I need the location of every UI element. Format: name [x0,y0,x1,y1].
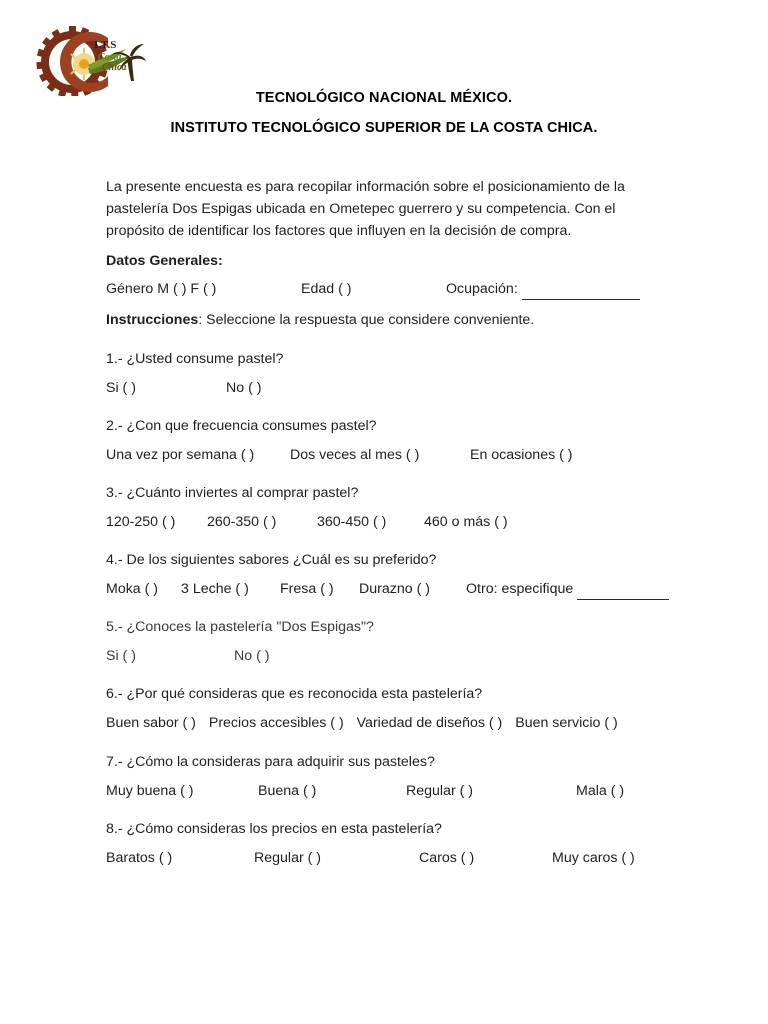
option-buen-sabor[interactable]: Buen sabor ( ) [106,715,196,731]
option-no[interactable]: No ( ) [226,380,262,396]
option-muy-buena[interactable]: Muy buena ( ) [106,783,194,799]
question-3 [106,482,662,532]
question-1 [106,348,662,398]
question-5-options [106,645,662,666]
option-dos-veces-al-mes[interactable]: Dos veces al mes ( ) [290,447,420,463]
question-7 [106,751,662,801]
question-8-text: 8.- ¿Cómo consideras los precios en esta pastelería? [106,821,442,837]
otro-blank-line[interactable] [577,586,669,600]
option-baratos[interactable]: Baratos ( ) [106,850,173,866]
question-4-text: 4.- De los siguientes sabores ¿Cuál es su preferido? [106,552,437,568]
header-line-tecnologico-nacional: TECNOLÓGICO NACIONAL MÉXICO. [255,90,513,106]
question-4 [106,549,662,599]
option-en-ocasiones[interactable]: En ocasiones ( ) [470,447,573,463]
option-otro-label: Otro: especifique [466,581,574,597]
logo-chica-text: Chica [102,62,127,73]
logo-its-text: I.T.S [94,39,117,51]
option-260-350[interactable]: 260-350 ( ) [207,514,277,530]
option-regular[interactable]: Regular ( ) [406,783,474,799]
question-6-text: 6.- ¿Por qué consideras que es reconocida esta pastelería? [106,686,483,702]
question-8-options [106,847,662,868]
option-360-450[interactable]: 360-450 ( ) [317,514,387,530]
datos-generales-row [106,278,662,300]
option-460-o-mas[interactable]: 460 o más ( ) [424,514,508,530]
question-5-text: 5.- ¿Conoces la pastelería "Dos Espigas"? [106,619,374,635]
question-5 [106,616,662,666]
question-1-options [106,377,662,398]
gear-emblem-icon [28,24,146,96]
option-buen-servicio[interactable]: Buen servicio ( ) [515,715,618,731]
instrucciones-label: Instrucciones [106,312,199,328]
question-4-options [106,578,662,599]
question-7-options [106,780,662,801]
question-2-options [106,444,662,465]
ocupacion-blank-line[interactable] [522,286,640,300]
survey-body [106,176,662,868]
edad-field[interactable]: Edad ( ) [301,281,352,297]
option-si[interactable]: Si ( ) [106,380,136,396]
question-6-options [106,712,662,734]
ocupacion-label: Ocupación: [446,281,518,297]
option-si-q5[interactable]: Si ( ) [106,648,136,664]
option-regular-q8[interactable]: Regular ( ) [254,850,322,866]
question-7-text: 7.- ¿Cómo la consideras para adquirir sus pasteles? [106,754,435,770]
option-durazno[interactable]: Durazno ( ) [359,581,430,597]
instrucciones-text: : Seleccione la respuesta que considere conveniente. [198,312,535,328]
question-8 [106,818,662,868]
option-mala[interactable]: Mala ( ) [576,783,625,799]
question-2-text: 2.- ¿Con que frecuencia consumes pastel? [106,418,377,434]
option-no-q5[interactable]: No ( ) [234,648,270,664]
option-moka[interactable]: Moka ( ) [106,581,159,597]
question-3-text: 3.- ¿Cuánto inviertes al comprar pastel? [106,485,359,501]
question-2 [106,415,662,465]
datos-generales-heading: Datos Generales: [106,253,223,269]
option-otro-especifique[interactable] [466,578,669,600]
option-3-leche[interactable]: 3 Leche ( ) [181,581,249,597]
option-variedad-de-disenos[interactable]: Variedad de diseños ( ) [356,715,503,731]
question-1-text: 1.- ¿Usted consume pastel? [106,351,284,367]
logo-costa-text: Costa [98,52,122,63]
survey-intro-paragraph: La presente encuesta es para recopilar información sobre el posicionamiento de la pastelería Dos Espigas ubicada en Ometepec guerrero y su competencia. Con el propósito de identificar los factores que influyen en la decisión de compra. [106,179,625,239]
ocupacion-field[interactable] [446,278,640,300]
option-muy-caros[interactable]: Muy caros ( ) [552,850,635,866]
question-3-options [106,511,662,532]
option-fresa[interactable]: Fresa ( ) [280,581,334,597]
option-precios-accesibles[interactable]: Precios accesibles ( ) [208,715,344,731]
option-120-250[interactable]: 120-250 ( ) [106,514,176,530]
instrucciones-row [106,309,662,331]
institution-logo [28,24,146,96]
question-6 [106,683,662,734]
genero-field[interactable]: Género M ( ) F ( ) [106,281,217,297]
option-buena[interactable]: Buena ( ) [258,783,317,799]
option-caros[interactable]: Caros ( ) [419,850,475,866]
option-una-vez-por-semana[interactable]: Una vez por semana ( ) [106,447,255,463]
header-line-instituto-tecnologico: INSTITUTO TECNOLÓGICO SUPERIOR DE LA COSTA CHICA. [170,120,598,136]
